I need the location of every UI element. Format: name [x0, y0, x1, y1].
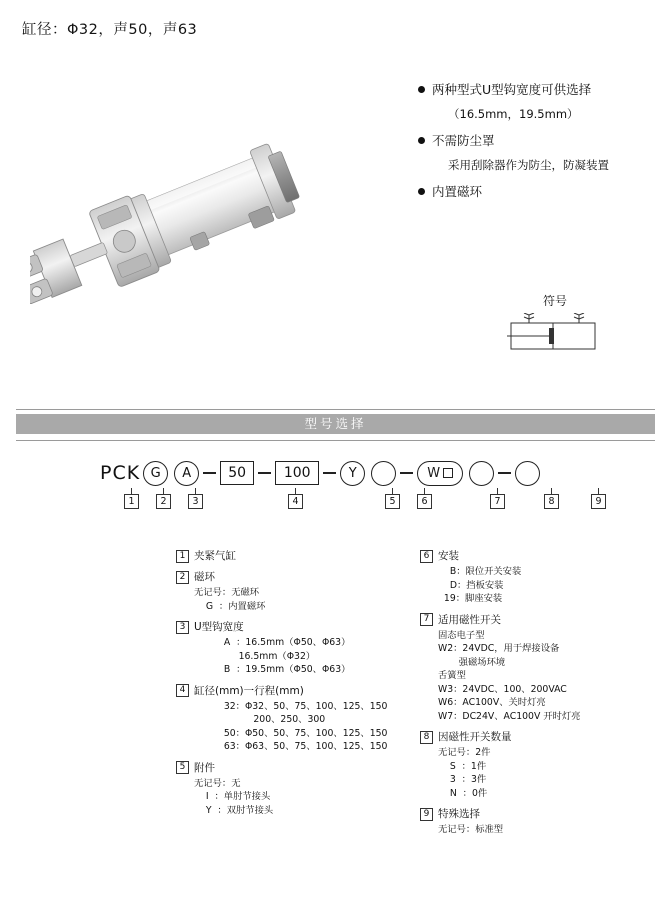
legend-line: W2：24VDC，用于焊接设备 — [438, 643, 560, 654]
legend-title: 磁环 — [194, 571, 215, 583]
legend-badge: 3 — [176, 621, 189, 634]
legend-line: S ：1件 — [438, 760, 487, 772]
legend-title: 特殊选择 — [438, 808, 480, 820]
legend-line: 32：Φ32、50、75、100、125、150 — [212, 700, 388, 712]
legend-entry — [176, 549, 406, 563]
code-marker-6: 6 — [417, 494, 432, 509]
code-circle-y[interactable]: Y — [340, 461, 365, 486]
feature-text: 两种型式U型钩宽度可供选择 — [432, 82, 592, 97]
bullet-icon — [418, 188, 425, 195]
legend-entry — [176, 684, 406, 754]
page-title: 缸径：Φ32，声50，声63 — [22, 22, 198, 38]
legend-entry — [420, 613, 660, 724]
product-photo — [30, 120, 370, 310]
legend-line: 63：Φ63、50、75、100、125、150 — [212, 741, 388, 752]
legend-line: 50：Φ50、50、75、100、125、150 — [212, 727, 388, 739]
legend-line: 无记号：无磁环 — [194, 587, 260, 598]
code-marker-2: 2 — [156, 494, 171, 509]
feature-item — [418, 182, 668, 201]
code-marker-7: 7 — [490, 494, 505, 509]
code-stroke-box[interactable]: 100 — [275, 461, 319, 485]
legend-title: 安装 — [438, 550, 459, 562]
legend-badge: 5 — [176, 761, 189, 774]
legend-line: I ：单肘节接头 — [194, 791, 271, 802]
legend-column-right — [420, 549, 660, 844]
legend-entry — [176, 570, 406, 613]
code-marker-4: 4 — [288, 494, 303, 509]
legend-line: 无记号：无 — [194, 777, 241, 789]
code-prefix: PCK — [100, 462, 141, 484]
legend-badge: 9 — [420, 808, 433, 821]
legend-badge: 1 — [176, 550, 189, 563]
legend-entry — [176, 620, 406, 677]
code-pill-w-square — [443, 468, 453, 478]
legend-badge: 4 — [176, 684, 189, 697]
legend-line: 3 ：3件 — [438, 774, 487, 785]
code-marker-9: 9 — [591, 494, 606, 509]
band-divider-top — [16, 409, 655, 410]
code-dash — [258, 472, 271, 474]
code-bore-box[interactable]: 50 — [220, 461, 254, 485]
legend-entry — [176, 761, 406, 818]
legend-line: W6：AC100V、关时灯亮 — [438, 697, 546, 708]
code-dash — [323, 472, 336, 474]
legend-line: N ：0件 — [438, 787, 488, 799]
legend-line: W7：DC24V、AC100V 开时灯亮 — [438, 710, 581, 722]
section-band-label: 型号选择 — [304, 416, 367, 431]
feature-list — [418, 80, 668, 207]
legend-title: 附件 — [194, 761, 215, 774]
feature-text: 不需防尘罩 — [432, 133, 495, 148]
model-code-row — [100, 458, 543, 488]
feature-text: 内置磁环 — [432, 184, 483, 199]
code-number-markers — [0, 494, 671, 512]
legend-badge: 6 — [420, 550, 433, 563]
pneumatic-symbol-icon — [505, 313, 605, 355]
legend-line: B：限位开关安装 — [438, 566, 522, 577]
feature-subtext: 采用刮除器作为防尘，防凝装置 — [448, 158, 609, 172]
code-circle-g[interactable]: G — [143, 461, 168, 486]
code-pill-w-label: W — [427, 465, 441, 481]
code-marker-1: 1 — [124, 494, 139, 509]
legend-column-left — [176, 549, 406, 824]
legend-line: W3：24VDC、100、200VAC — [438, 683, 567, 695]
legend-line: 无记号：2件 — [438, 747, 491, 758]
bullet-icon — [418, 137, 425, 144]
legend-line: 200、250、300 — [212, 714, 326, 725]
code-marker-5: 5 — [385, 494, 400, 509]
legend-title: U型钩宽度 — [194, 621, 244, 633]
symbol-title: 符号 — [542, 294, 567, 308]
legend-line: 无记号：标准型 — [438, 824, 504, 835]
code-circle-6[interactable] — [371, 461, 396, 486]
legend-line: 舌簧型 — [438, 670, 466, 681]
legend-line: 强磁场环境 — [438, 656, 506, 668]
code-dash — [498, 472, 511, 474]
legend-title: 适用磁性开关 — [438, 613, 501, 626]
legend-entry — [420, 730, 660, 800]
code-marker-8: 8 — [544, 494, 559, 509]
code-circle-9[interactable] — [515, 461, 540, 486]
code-dash — [400, 472, 413, 474]
legend-line: D：挡板安装 — [438, 579, 504, 591]
legend-line: 固态电子型 — [438, 629, 485, 641]
section-band — [16, 414, 655, 434]
legend-line: Y ：双肘节接头 — [194, 804, 274, 816]
feature-item — [418, 80, 668, 123]
code-pill-w[interactable] — [417, 461, 463, 486]
code-circle-a[interactable]: A — [174, 461, 199, 486]
feature-subtext: （16.5mm，19.5mm） — [448, 107, 579, 121]
code-circle-8[interactable] — [469, 461, 494, 486]
legend-line: B ：19.5mm（Φ50、Φ63） — [212, 664, 351, 675]
legend-title: 因磁性开关数量 — [438, 731, 512, 743]
legend-line: 19：脚座安装 — [438, 593, 503, 604]
legend-title: 夹紧气缸 — [194, 550, 236, 562]
band-divider-bottom — [16, 440, 655, 441]
bullet-icon — [418, 86, 425, 93]
feature-item — [418, 131, 668, 174]
symbol-block — [490, 292, 620, 355]
code-dash — [203, 472, 216, 474]
legend-badge: 7 — [420, 613, 433, 626]
legend-entry — [420, 549, 660, 606]
legend-title: 缸径(mm)一行程(mm) — [194, 684, 304, 697]
legend-entry — [420, 807, 660, 837]
legend-badge: 2 — [176, 571, 189, 584]
legend-line: A ：16.5mm（Φ50、Φ63） — [212, 637, 351, 648]
legend-line: G ：内置磁环 — [194, 600, 266, 612]
code-marker-3: 3 — [188, 494, 203, 509]
legend-line: 16.5mm（Φ32） — [212, 650, 316, 662]
legend-badge: 8 — [420, 731, 433, 744]
cylinder-illustration — [30, 120, 370, 310]
